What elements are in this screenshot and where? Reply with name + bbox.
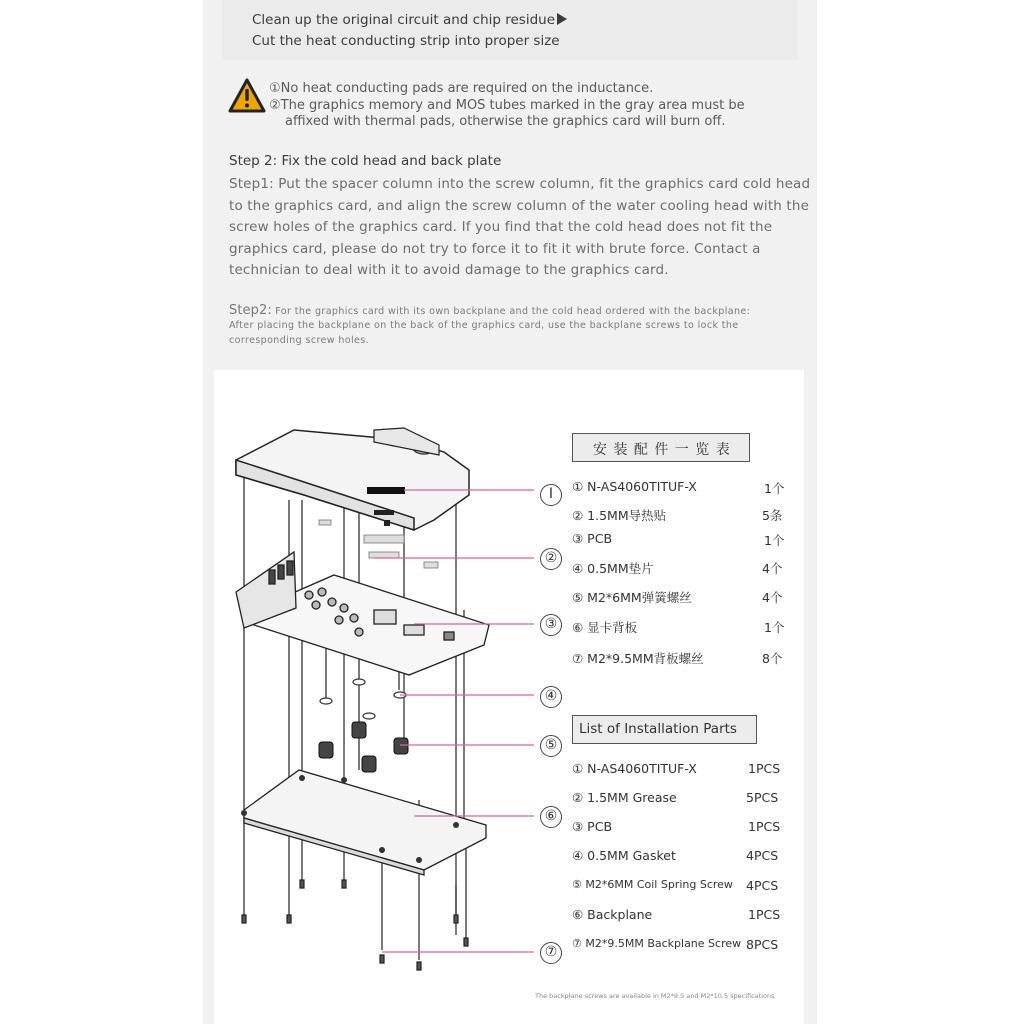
step1-line: to the graphics card, and align the screw column of the water cooling head with the: [229, 198, 810, 214]
en-parts-title: List of Installation Parts: [572, 715, 757, 744]
cn-part-qty: 1个: [764, 620, 785, 635]
cn-part-qty: 1个: [764, 481, 785, 496]
step1-line: technician to deal with it to avoid damage to the graphics card.: [229, 262, 669, 278]
en-part-name: ⑤ M2*6MM Coil Spring Screw: [572, 878, 733, 891]
cn-part-name: ③ PCB: [572, 531, 613, 546]
step2-line-2: After placing the backplane on the back of the graphics card, use the backplane screws to lock the: [229, 320, 739, 331]
callout-7: ⑦: [540, 942, 562, 964]
warning-line-3: affixed with thermal pads, otherwise the graphics card will burn off.: [285, 114, 726, 129]
cn-part-qty: 5条: [762, 508, 783, 523]
step1-line: graphics card, please do not try to force it to fit it with brute force. Contact a: [229, 241, 761, 257]
cn-part-name: ① N-AS4060TITUF-X: [572, 479, 697, 494]
callout-1: Ⅰ: [540, 484, 562, 506]
instruction-line-cut: Cut the heat conducting strip into proper size: [252, 33, 560, 49]
step1-line: Step1: Put the spacer column into the screw column, fit the graphics card cold head: [229, 176, 811, 192]
callout-6: ⑥: [540, 806, 562, 828]
cn-part-name: ⑤ M2*6MM弹簧螺丝: [572, 590, 692, 605]
warning-box: [222, 72, 798, 138]
cn-part-qty: 8个: [762, 651, 783, 666]
en-part-qty: 8PCS: [746, 937, 779, 952]
en-part-qty: 1PCS: [748, 819, 781, 834]
en-part-name: ④ 0.5MM Gasket: [572, 848, 676, 863]
en-part-qty: 4PCS: [746, 878, 779, 893]
top-instruction-card: [222, 0, 798, 60]
callout-5: ⑤: [540, 735, 562, 757]
cn-part-name: ② 1.5MM导热贴: [572, 508, 667, 523]
callout-4: ④: [540, 686, 562, 708]
cn-part-name: ⑥ 显卡背板: [572, 620, 638, 635]
en-part-qty: 1PCS: [748, 907, 781, 922]
cn-part-qty: 1个: [764, 533, 785, 548]
footnote: The backplane screws are available in M2*9.5 and M2*10.5 specifications: [535, 992, 775, 1000]
cn-part-name: ④ 0.5MM垫片: [572, 561, 654, 576]
cn-parts-title: 安 装 配 件 一 览 表: [572, 433, 750, 462]
callout-2: ②: [540, 548, 562, 570]
en-part-qty: 1PCS: [748, 761, 781, 776]
step-heading: Step 2: Fix the cold head and back plate: [229, 153, 502, 169]
step2-line-3: corresponding screw holes.: [229, 335, 370, 346]
instruction-line-clean: Clean up the original circuit and chip residue: [252, 12, 567, 28]
en-part-name: ① N-AS4060TITUF-X: [572, 761, 697, 776]
en-part-qty: 4PCS: [746, 848, 779, 863]
cn-part-name: ⑦ M2*9.5MM背板螺丝: [572, 651, 704, 666]
en-part-name: ⑥ Backplane: [572, 907, 653, 922]
step2-line-1: Step2: For the graphics card with its own backplane and the cold head ordered with the backplane:: [229, 303, 751, 318]
cn-part-qty: 4个: [762, 590, 783, 605]
callout-3: ③: [540, 614, 562, 636]
en-part-name: ⑦ M2*9.5MM Backplane Screw: [572, 937, 742, 950]
en-part-name: ② 1.5MM Grease: [572, 790, 677, 805]
play-arrow-icon: [557, 13, 567, 25]
en-part-qty: 5PCS: [746, 790, 779, 805]
en-part-name: ③ PCB: [572, 819, 613, 834]
cn-part-qty: 4个: [762, 561, 783, 576]
warning-line-2: ②The graphics memory and MOS tubes marked in the gray area must be: [269, 98, 745, 113]
warning-line-1: ①No heat conducting pads are required on the inductance.: [269, 81, 654, 96]
step1-line: screw holes of the graphics card. If you find that the cold head does not fit the: [229, 219, 773, 235]
exploded-assembly-diagram: [214, 370, 804, 1024]
warning-triangle-icon: [228, 78, 266, 114]
